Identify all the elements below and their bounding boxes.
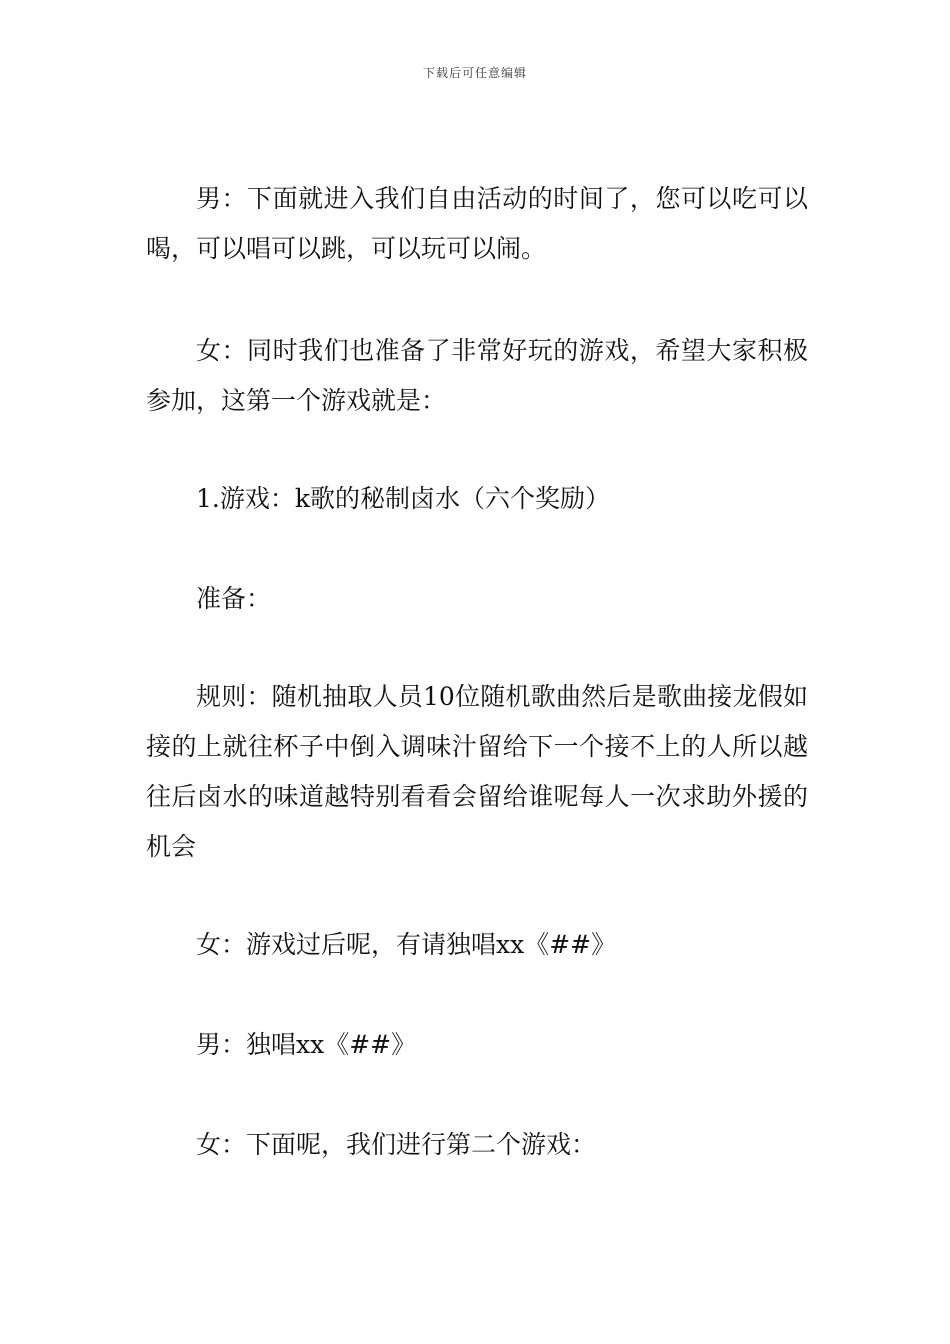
- paragraph-preparation: 准备：: [196, 584, 272, 613]
- paragraph-male-solo: 男：独唱xx《##》: [196, 1030, 417, 1059]
- paragraph-rules: 规则：随机抽取人员10位随机歌曲然后是歌曲接龙假如接的上就往杯子中倒入调味汁留给下一个接不上的人所以越往后卤水的味道越特别看看会留给谁呢每人一次求助外援的机会: [146, 682, 808, 861]
- paragraph-female-game-intro: 女：同时我们也准备了非常好玩的游戏，希望大家积极参加，这第一个游戏就是：: [146, 336, 808, 415]
- paragraph-game-1-title: 1.游戏：k歌的秘制卤水（六个奖励）: [196, 484, 611, 513]
- paragraph-female-second-game: 女：下面呢，我们进行第二个游戏：: [196, 1130, 597, 1159]
- paragraph-female-solo-invite: 女：游戏过后呢，有请独唱xx《##》: [196, 930, 617, 959]
- page-header-note: 下载后可任意编辑: [422, 66, 527, 80]
- paragraph-male-free-activity: 男：下面就进入我们自由活动的时间了，您可以吃可以喝，可以唱可以跳，可以玩可以闹。: [146, 184, 808, 263]
